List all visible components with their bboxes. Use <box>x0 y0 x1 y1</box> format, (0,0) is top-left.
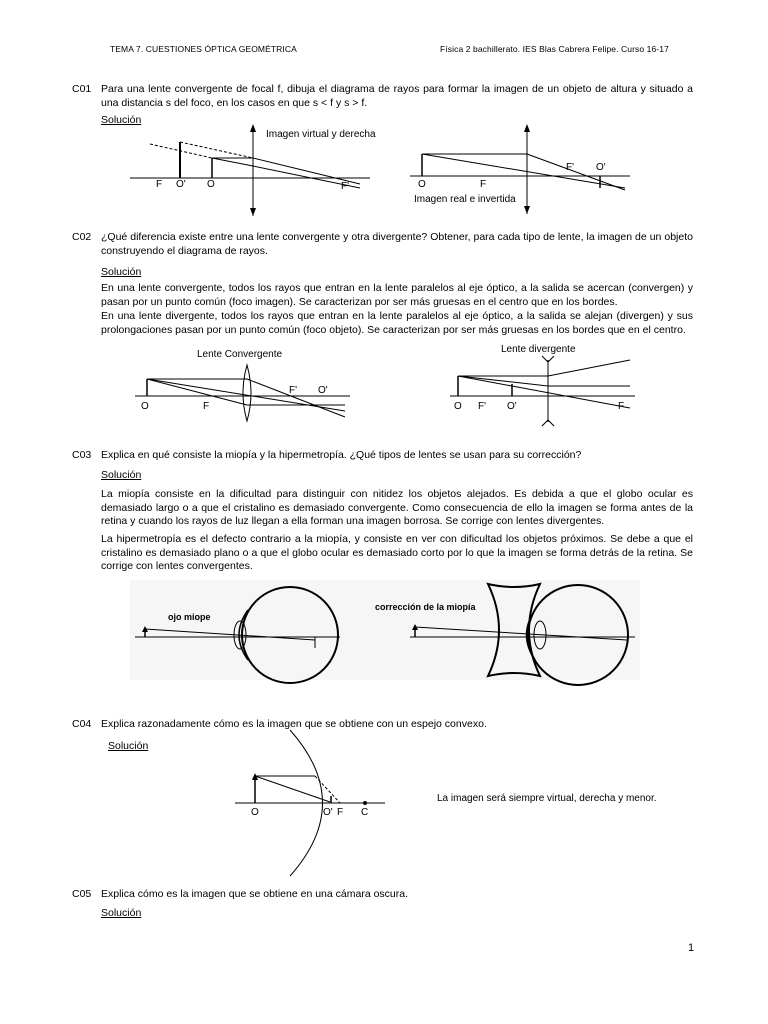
c01-d1-label-o-prime: O' <box>176 179 186 190</box>
question-text-c01: Para una lente convergente de focal f, dibuja el diagrama de rayos para formar la imagen de un objeto de altura y situado a una distancia s del foco, en los casos en que s < f y s > f. <box>101 83 693 109</box>
c03-paragraph-hyperopia: La hipermetropía es el defecto contrario a la miopía, y consiste en ver con dificultad los objetos próximos. Se debe a que el cristalino es demasiado plano o a que el globo ocular es demasiado corto por lo que la imagen se forma detrás de la retina. Se corrige con lentes convergentes. <box>101 533 693 572</box>
question-number-c03: C03 <box>72 449 92 461</box>
c04-label-c: C <box>361 807 369 818</box>
c02-d2-label-f-prime: F' <box>478 401 487 412</box>
c02-d2-label-o: O <box>454 401 462 412</box>
header-right: Física 2 bachillerato. IES Blas Cabrera Felipe. Curso 16-17 <box>440 44 669 54</box>
c01-d1-label-f: F <box>156 179 163 190</box>
c01-diagram-real-image <box>410 122 640 217</box>
c01-d2-label-f-prime: F' <box>566 162 575 173</box>
question-text-c05: Explica cómo es la imagen que se obtiene en una cámara oscura. <box>101 888 409 900</box>
solution-label-c01: Solución <box>101 114 142 126</box>
c03-paragraph-myopia: La miopía consiste en la dificultad para distinguir con nitidez los objetos alejados. Es debida a que el globo ocular es demasiado largo o a que el cristalino es demasiado convergente. Como consecuencia de ello la imagen se forma antes de la retina y cuando los rayos de luz llegan a ella forman una imagen borrosa. Se corrige con lentes divergentes. <box>101 488 693 527</box>
question-number-c02: C02 <box>72 231 92 243</box>
question-text-c04: Explica razonadamente cómo es la imagen que se obtiene con un espejo convexo. <box>101 718 487 730</box>
c02-d2-caption: Lente divergente <box>501 344 576 355</box>
c02-d2-label-o-prime: O' <box>507 401 517 412</box>
question-text-c03: Explica en qué consiste la miopía y la hipermetropía. ¿Qué tipos de lentes se usan para su corrección? <box>101 449 582 461</box>
c01-d2-caption: Imagen real e invertida <box>414 194 516 205</box>
c03-diagram-eyes <box>130 580 640 680</box>
c02-d1-label-f-prime: F' <box>289 385 298 396</box>
solution-label-c05: Solución <box>101 907 142 919</box>
c01-diagram-virtual-image <box>130 122 380 217</box>
c01-d2-label-o-prime: O' <box>596 162 606 173</box>
solution-label-c04: Solución <box>108 740 149 752</box>
c02-diagram-divergent-lens <box>450 340 640 415</box>
question-number-c01: C01 <box>72 83 92 95</box>
c01-d2-label-f: F <box>480 179 487 190</box>
c02-paragraph-convergent: En una lente convergente, todos los rayos que entran en la lente paralelos al eje óptico, a la salida se acercan (convergen) y pasan por un punto común (foco imagen). Se caracterizan por ser más gruesas en el centro que en los bordes. <box>101 282 693 308</box>
c02-d1-label-o-prime: O' <box>318 385 328 396</box>
c02-d2-label-f: F <box>618 401 625 412</box>
c04-label-o-prime: O' <box>323 807 333 818</box>
c01-d1-label-f-prime: F' <box>341 181 350 192</box>
c03-d1-caption: ojo miope <box>168 612 211 622</box>
c04-label-o: O <box>251 807 259 818</box>
question-text-c02: ¿Qué diferencia existe entre una lente convergente y otra divergente? Obtener, para cada tipo de lente, la imagen de un objeto construyendo el diagrama de rayos. <box>101 231 693 257</box>
page-number: 1 <box>688 942 695 954</box>
c04-diagram-convex-mirror <box>235 730 395 880</box>
c02-d1-label-f: F <box>203 401 210 412</box>
c01-d1-caption: Imagen virtual y derecha <box>266 129 376 140</box>
header-left: TEMA 7. CUESTIONES ÓPTICA GEOMÉTRICA <box>110 44 297 54</box>
c04-label-f: F <box>337 807 344 818</box>
question-number-c04: C04 <box>72 718 92 730</box>
c02-d1-label-o: O <box>141 401 149 412</box>
c02-paragraph-divergent: En una lente divergente, todos los rayos que entran en la lente paralelos al eje óptico, a la salida se alejan (divergen) y sus prolongaciones pasan por un punto común (foco objeto). Se caracterizan por ser más gruesas en los bordes que en el centro. <box>101 310 693 336</box>
solution-label-c03: Solución <box>101 469 142 481</box>
c01-d2-label-o: O <box>418 179 426 190</box>
c02-diagram-convergent-lens <box>135 345 355 415</box>
question-number-c05: C05 <box>72 888 92 900</box>
c02-d1-caption: Lente Convergente <box>197 349 283 360</box>
c01-d1-label-o: O <box>207 179 215 190</box>
solution-label-c02: Solución <box>101 266 142 278</box>
c03-d2-caption: corrección de la miopía <box>375 602 476 612</box>
c04-answer: La imagen será siempre virtual, derecha y menor. <box>437 793 657 804</box>
